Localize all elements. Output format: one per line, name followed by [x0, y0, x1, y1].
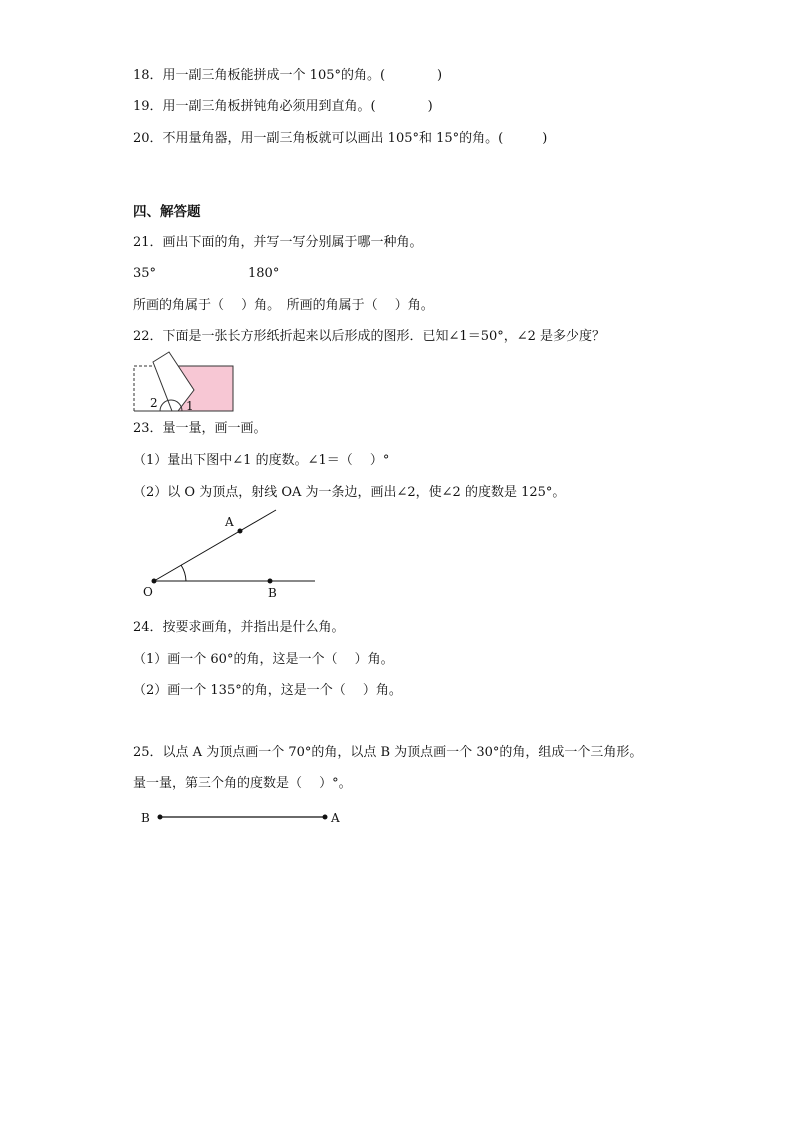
label-2: 2	[150, 396, 158, 410]
question-21: 21．画出下面的角，并写一写分别属于哪一种角。	[133, 235, 423, 250]
point-B	[158, 815, 163, 820]
angle-1-arc	[181, 565, 186, 581]
label-B: B	[268, 586, 277, 600]
question-20: 20．不用量角器，用一副三角板就可以画出 105°和 15°的角。( )	[133, 131, 548, 146]
question-23: 23．量一量，画一画。	[133, 421, 267, 436]
question-19: 19．用一副三角板拼钝角必须用到直角。( )	[133, 99, 433, 114]
point-A	[238, 529, 243, 534]
q21-angle-180: 180°	[248, 266, 280, 281]
label-A: A	[225, 515, 234, 529]
point-O	[152, 579, 157, 584]
point-B	[268, 579, 273, 584]
ray-OA	[154, 510, 276, 581]
question-24: 24．按要求画角，并指出是什么角。	[133, 620, 345, 635]
label-A: A	[331, 811, 340, 825]
point-A	[323, 815, 328, 820]
folded-paper-figure	[130, 350, 240, 414]
q23-part1: （1）量出下图中∠1 的度数。∠1＝（ ）°	[133, 453, 390, 468]
section-heading: 四、解答题	[133, 204, 201, 220]
question-25: 25．以点 A 为顶点画一个 70°的角，以点 B 为顶点画一个 30°的角，组成一个三角形。	[133, 745, 643, 760]
q25-text2: 量一量，第三个角的度数是（ ）°。	[133, 776, 352, 791]
q21-answer: 所画的角属于（ ）角。 所画的角属于（ ）角。	[133, 298, 434, 313]
q23-part2: （2）以 O 为顶点，射线 OA 为一条边，画出∠2，使∠2 的度数是 125°。	[133, 485, 566, 500]
angle-figure	[135, 505, 325, 605]
q24-part2: （2）画一个 135°的角，这是一个（ ）角。	[133, 683, 402, 698]
q21-angle-35: 35°	[133, 266, 157, 281]
label-B: B	[141, 811, 150, 825]
question-18: 18．用一副三角板能拼成一个 105°的角。( )	[133, 68, 443, 83]
q24-part1: （1）画一个 60°的角，这是一个（ ）角。	[133, 652, 394, 667]
segment-AB-figure	[135, 805, 355, 829]
question-22: 22．下面是一张长方形纸折起来以后形成的图形．已知∠1＝50°，∠2 是多少度？	[133, 329, 606, 344]
label-1: 1	[186, 399, 194, 413]
label-O: O	[143, 585, 153, 599]
